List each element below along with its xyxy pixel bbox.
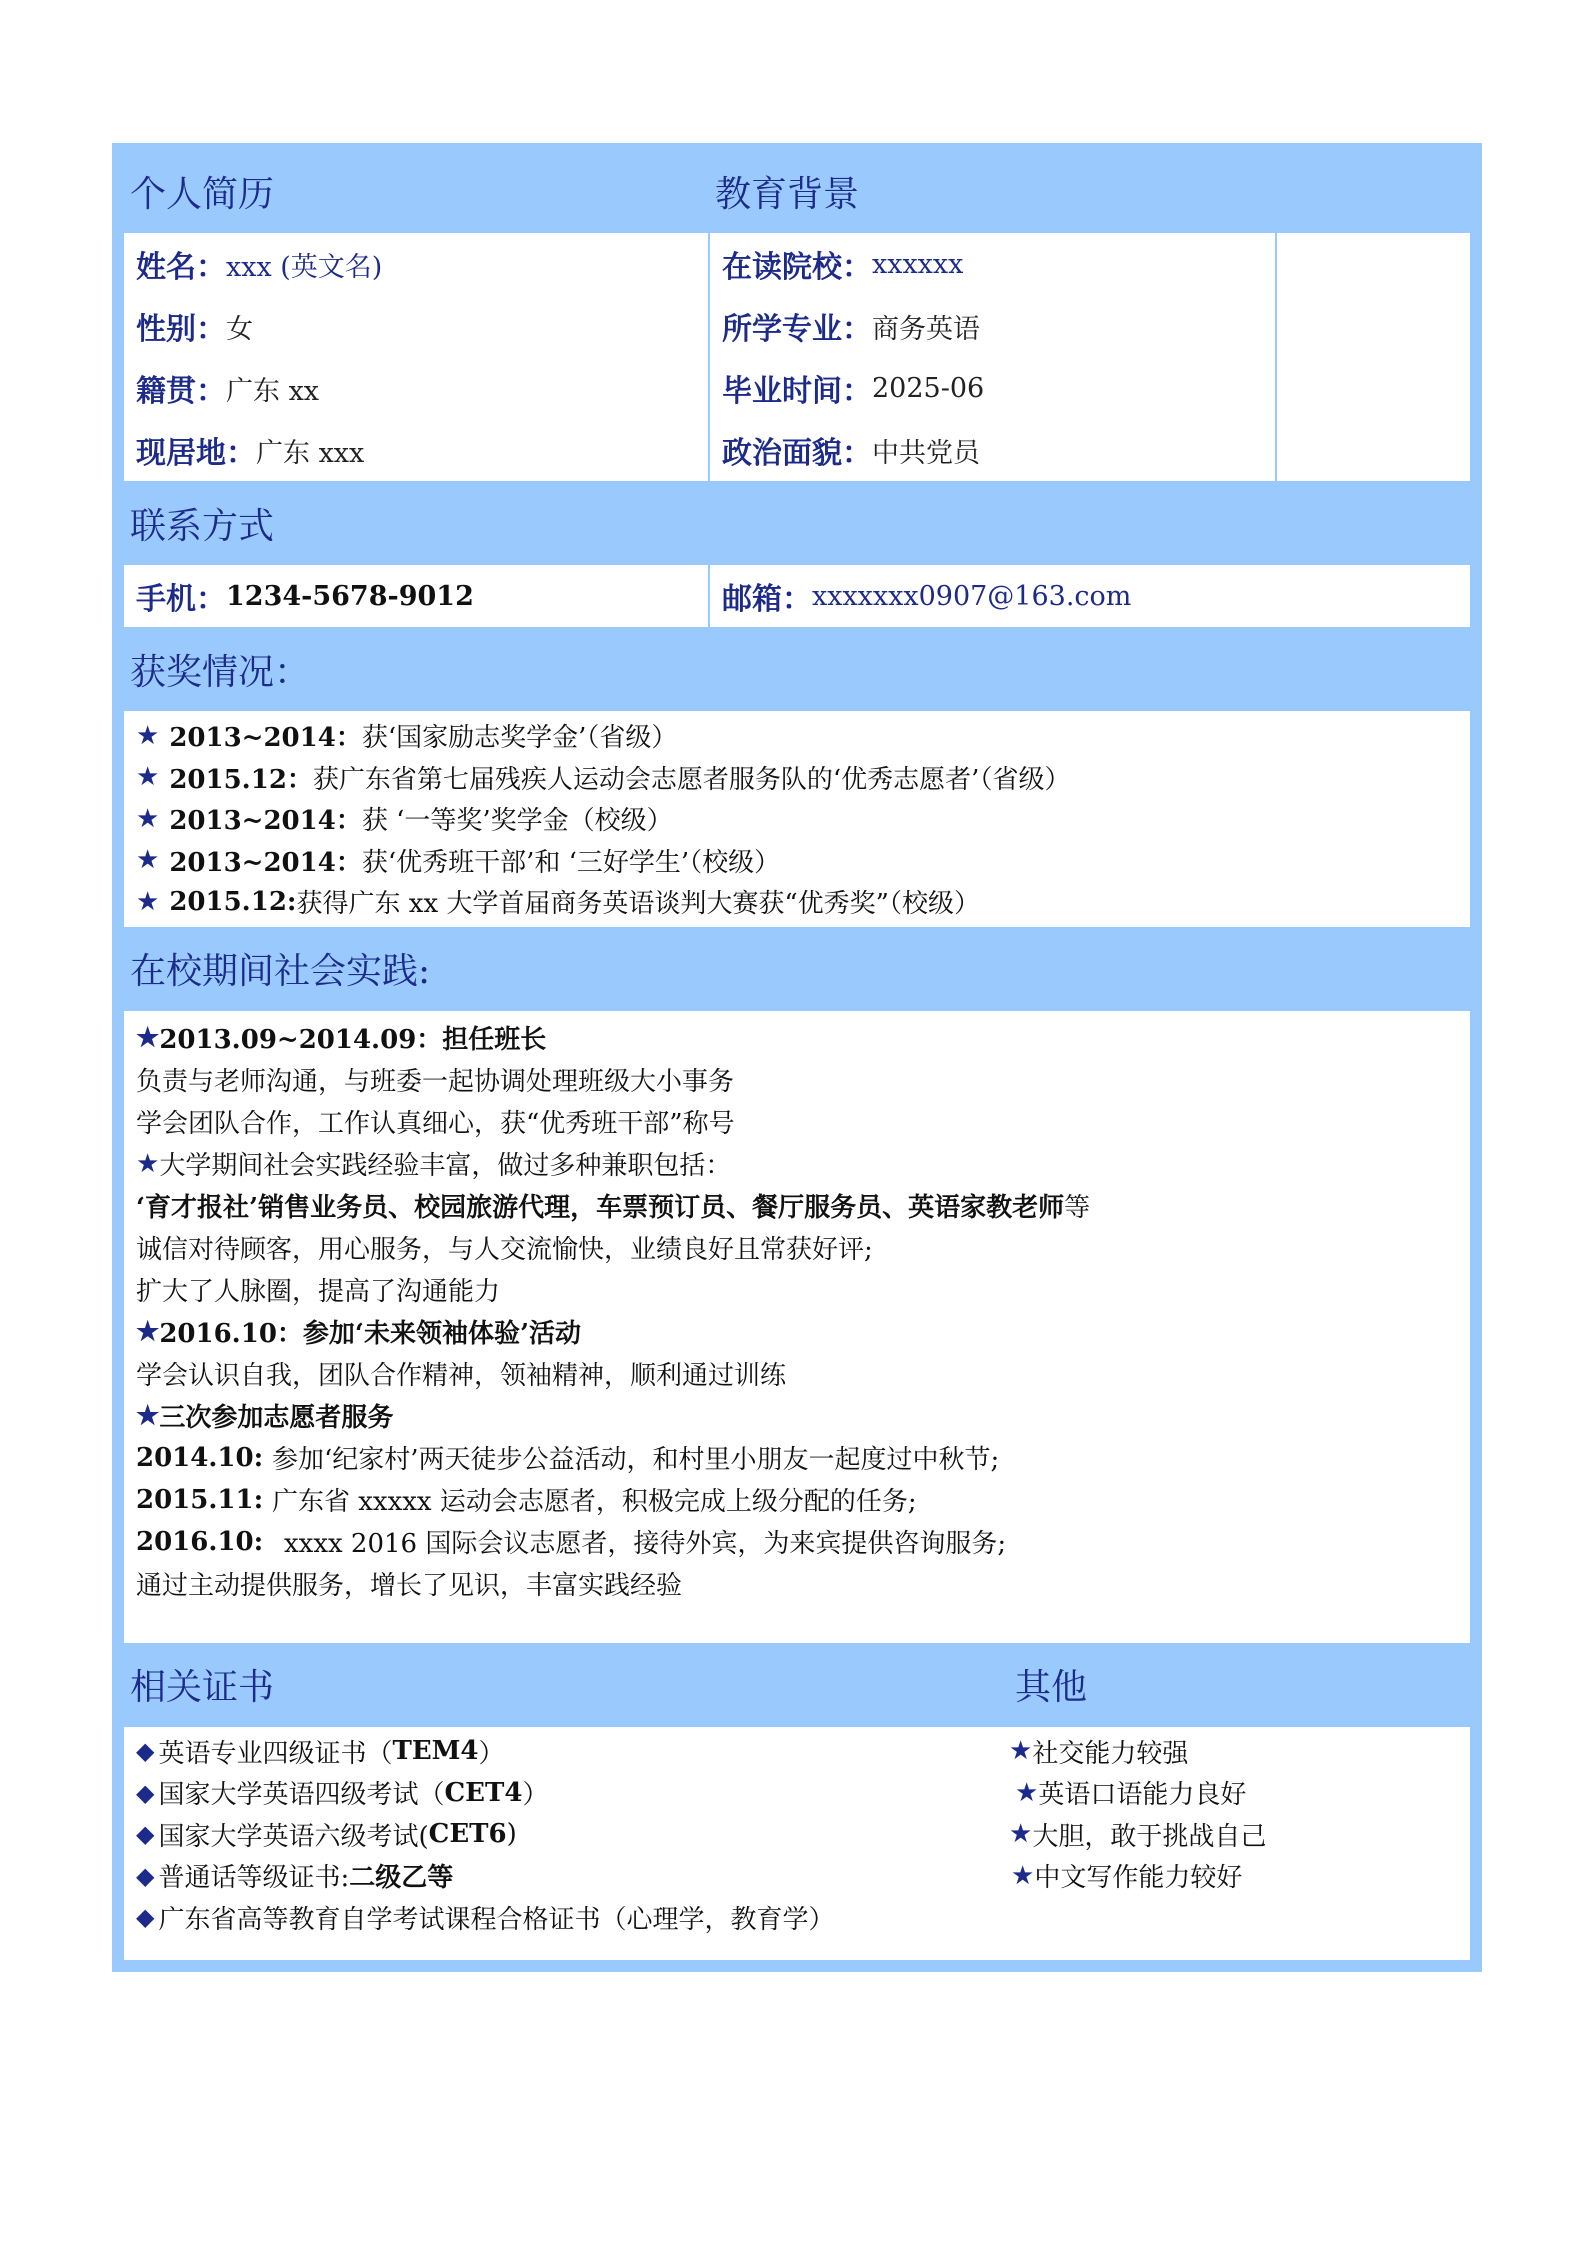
- award-text: 获‘优秀班干部’和 ‘三好学生’（校级）: [361, 847, 781, 878]
- awards-list: [124, 711, 1470, 927]
- certs-section: [118, 1727, 1476, 1967]
- list-item: [136, 1814, 1009, 1856]
- personal-info: [124, 233, 708, 481]
- practice-list: [124, 1011, 1470, 1643]
- list-item: [1009, 1731, 1470, 1773]
- star-icon: ★: [136, 803, 160, 834]
- name-label: 姓名：: [136, 250, 226, 285]
- grad-value: 2025-06: [872, 372, 985, 404]
- star-icon: ★: [136, 845, 160, 876]
- practice-line: 负责与老师沟通，与班委一起协调处理班级大小事务: [136, 1067, 735, 1097]
- list-item: [136, 840, 1470, 882]
- grad-label: 毕业时间：: [722, 374, 872, 409]
- cert-text: ): [506, 1819, 517, 1850]
- gender-value: 女: [226, 313, 253, 345]
- certs-band: [118, 1643, 1476, 1727]
- info-section: [118, 233, 1476, 481]
- residence-label: 现居地：: [136, 436, 256, 471]
- practice-line: 学会团队合作，工作认真细心，获“优秀班干部”称号: [136, 1109, 735, 1139]
- list-item: [1009, 1772, 1470, 1814]
- practice-line: 等: [1064, 1193, 1091, 1223]
- cert-text: 普通话等级证书:: [158, 1863, 350, 1894]
- cert-bold: CET4: [444, 1777, 523, 1808]
- award-date: 2015.12:: [169, 886, 297, 917]
- contact-title: 联系方式: [130, 505, 275, 547]
- star-icon: ★: [136, 1148, 160, 1179]
- award-text: 获‘国家励志奖学金’（省级）: [361, 723, 678, 754]
- star-icon: ★: [1009, 1819, 1033, 1850]
- certs-title: 相关证书: [130, 1667, 275, 1708]
- origin-label: 籍贯：: [136, 374, 226, 409]
- star-icon: ★: [1009, 1736, 1033, 1767]
- practice-line: 诚信对待顾客，用心服务，与人交流愉快，业绩良好且常获好评;: [136, 1235, 873, 1265]
- practice-title: 在校期间社会实践:: [130, 951, 431, 992]
- practice-line: 通过主动提供服务，增长了见识，丰富实践经验: [136, 1571, 683, 1601]
- diamond-icon: ◆: [136, 1903, 155, 1932]
- practice-section: [118, 1011, 1476, 1643]
- practice-jobs: ‘育才报社’销售业务员、校园旅游代理，车票预订员、餐厅服务员、英语家教老师: [136, 1193, 1065, 1223]
- school-label: 在读院校：: [722, 250, 872, 285]
- contact-band: [118, 481, 1476, 565]
- volunteer-text: 广东省 xxxxx 运动会志愿者，积极完成上级分配的任务;: [272, 1487, 917, 1517]
- major-value: 商务英语: [872, 313, 980, 345]
- diamond-icon: ◆: [136, 1737, 155, 1766]
- cert-bold: CET6: [428, 1819, 507, 1850]
- practice-line: 学会认识自我，团队合作精神，领袖精神，顺利通过训练: [136, 1361, 787, 1391]
- header-band: [118, 149, 1476, 233]
- other-text: 社交能力较强: [1032, 1738, 1189, 1769]
- photo-placeholder: [1275, 233, 1470, 481]
- diamond-icon: ◆: [136, 1820, 155, 1849]
- list-item: [1009, 1855, 1470, 1897]
- list-item: [136, 1731, 1009, 1773]
- cert-bold: TEM4: [392, 1736, 479, 1767]
- political-value: 中共党员: [872, 437, 980, 469]
- star-icon: ★: [136, 1316, 160, 1347]
- other-text: 中文写作能力较好: [1034, 1863, 1243, 1894]
- other-title: 其他: [1015, 1667, 1088, 1708]
- practice-heading: 三次参加志愿者服务: [159, 1403, 394, 1433]
- volunteer-date: 2016.10:: [136, 1526, 264, 1557]
- award-text: 获得广东 xx 大学首届商务英语谈判大赛获“优秀奖”（校级）: [296, 889, 980, 920]
- list-item: [136, 881, 1470, 923]
- star-icon: ★: [136, 886, 160, 917]
- diamond-icon: ◆: [136, 1861, 155, 1890]
- resume-title: 个人简历: [130, 173, 275, 215]
- email-cell: [708, 565, 1470, 627]
- cert-text: 广东省高等教育自学考试课程合格证书（心理学，教育学）: [158, 1904, 835, 1935]
- award-text: 获广东省第七届残疾人运动会志愿者服务队的‘优秀志愿者’（省级）: [312, 764, 1071, 795]
- major-label: 所学专业：: [722, 312, 872, 347]
- list-item: [1009, 1814, 1470, 1856]
- volunteer-text: 参加‘纪家村’两天徒步公益活动，和村里小朋友一起度过中秋节;: [272, 1445, 1000, 1475]
- star-icon: ★: [1015, 1777, 1039, 1808]
- award-text: 获 ‘一等奖’奖学金（校级）: [361, 806, 673, 837]
- cert-bold: 二级乙等: [349, 1863, 454, 1894]
- political-label: 政治面貌：: [722, 436, 872, 471]
- others-list: [1009, 1731, 1470, 1939]
- name-value: xxx (英文名): [226, 251, 383, 283]
- practice-band: [118, 927, 1476, 1011]
- star-icon: ★: [136, 1400, 160, 1431]
- contact-section: [118, 565, 1476, 627]
- volunteer-date: 2015.11:: [136, 1484, 264, 1515]
- phone-cell: [124, 565, 708, 627]
- award-date: 2015.12：: [169, 764, 313, 795]
- other-text: 英语口语能力良好: [1038, 1780, 1247, 1811]
- volunteer-date: 2014.10:: [136, 1442, 264, 1473]
- practice-heading: 2013.09~2014.09：担任班长: [159, 1025, 547, 1055]
- list-item: [136, 715, 1470, 757]
- gender-label: 性别：: [136, 312, 226, 347]
- list-item: [136, 757, 1470, 799]
- star-icon: ★: [1011, 1860, 1035, 1891]
- cert-text: 英语专业四级证书（: [158, 1738, 393, 1769]
- cert-text: ）: [522, 1780, 549, 1811]
- email-label: 邮箱：: [722, 582, 812, 617]
- star-icon: ★: [136, 720, 160, 751]
- practice-line: 扩大了人脉圈，提高了沟通能力: [136, 1277, 501, 1307]
- list-item: [136, 1772, 1009, 1814]
- residence-value: 广东 xxx: [256, 437, 365, 469]
- resume-sheet: [112, 143, 1482, 1972]
- awards-section: [118, 711, 1476, 927]
- phone-label: 手机：: [136, 582, 226, 617]
- star-icon: ★: [136, 1022, 160, 1053]
- email-value: xxxxxxx0907@163.com: [812, 580, 1132, 612]
- school-value: xxxxxx: [872, 248, 964, 280]
- origin-value: 广东 xx: [226, 375, 320, 407]
- practice-heading: 2016.10：参加‘未来领袖体验’活动: [159, 1319, 582, 1349]
- list-item: [136, 1897, 1009, 1939]
- star-icon: ★: [136, 762, 160, 793]
- certs-list: [136, 1731, 1009, 1939]
- education-info: [708, 233, 1275, 481]
- cert-text: 国家大学英语六级考试(: [158, 1821, 429, 1852]
- award-date: 2013~2014：: [169, 847, 362, 878]
- awards-band: [118, 627, 1476, 711]
- list-item: [136, 1855, 1009, 1897]
- education-title: 教育背景: [715, 173, 860, 215]
- practice-heading: 大学期间社会实践经验丰富，做过多种兼职包括：: [159, 1151, 732, 1181]
- other-text: 大胆，敢于挑战自己: [1032, 1821, 1267, 1852]
- diamond-icon: ◆: [136, 1778, 155, 1807]
- phone-value: 1234-5678-9012: [226, 580, 474, 612]
- cert-text: ）: [478, 1738, 505, 1769]
- certs-box: [124, 1727, 1470, 1961]
- award-date: 2013~2014：: [169, 806, 362, 837]
- awards-title: 获奖情况：: [130, 651, 311, 693]
- cert-text: 国家大学英语四级考试（: [158, 1780, 445, 1811]
- list-item: [136, 798, 1470, 840]
- award-date: 2013~2014：: [169, 723, 362, 754]
- volunteer-text: xxxx 2016 国际会议志愿者，接待外宾，为来宾提供咨询服务;: [284, 1529, 1007, 1559]
